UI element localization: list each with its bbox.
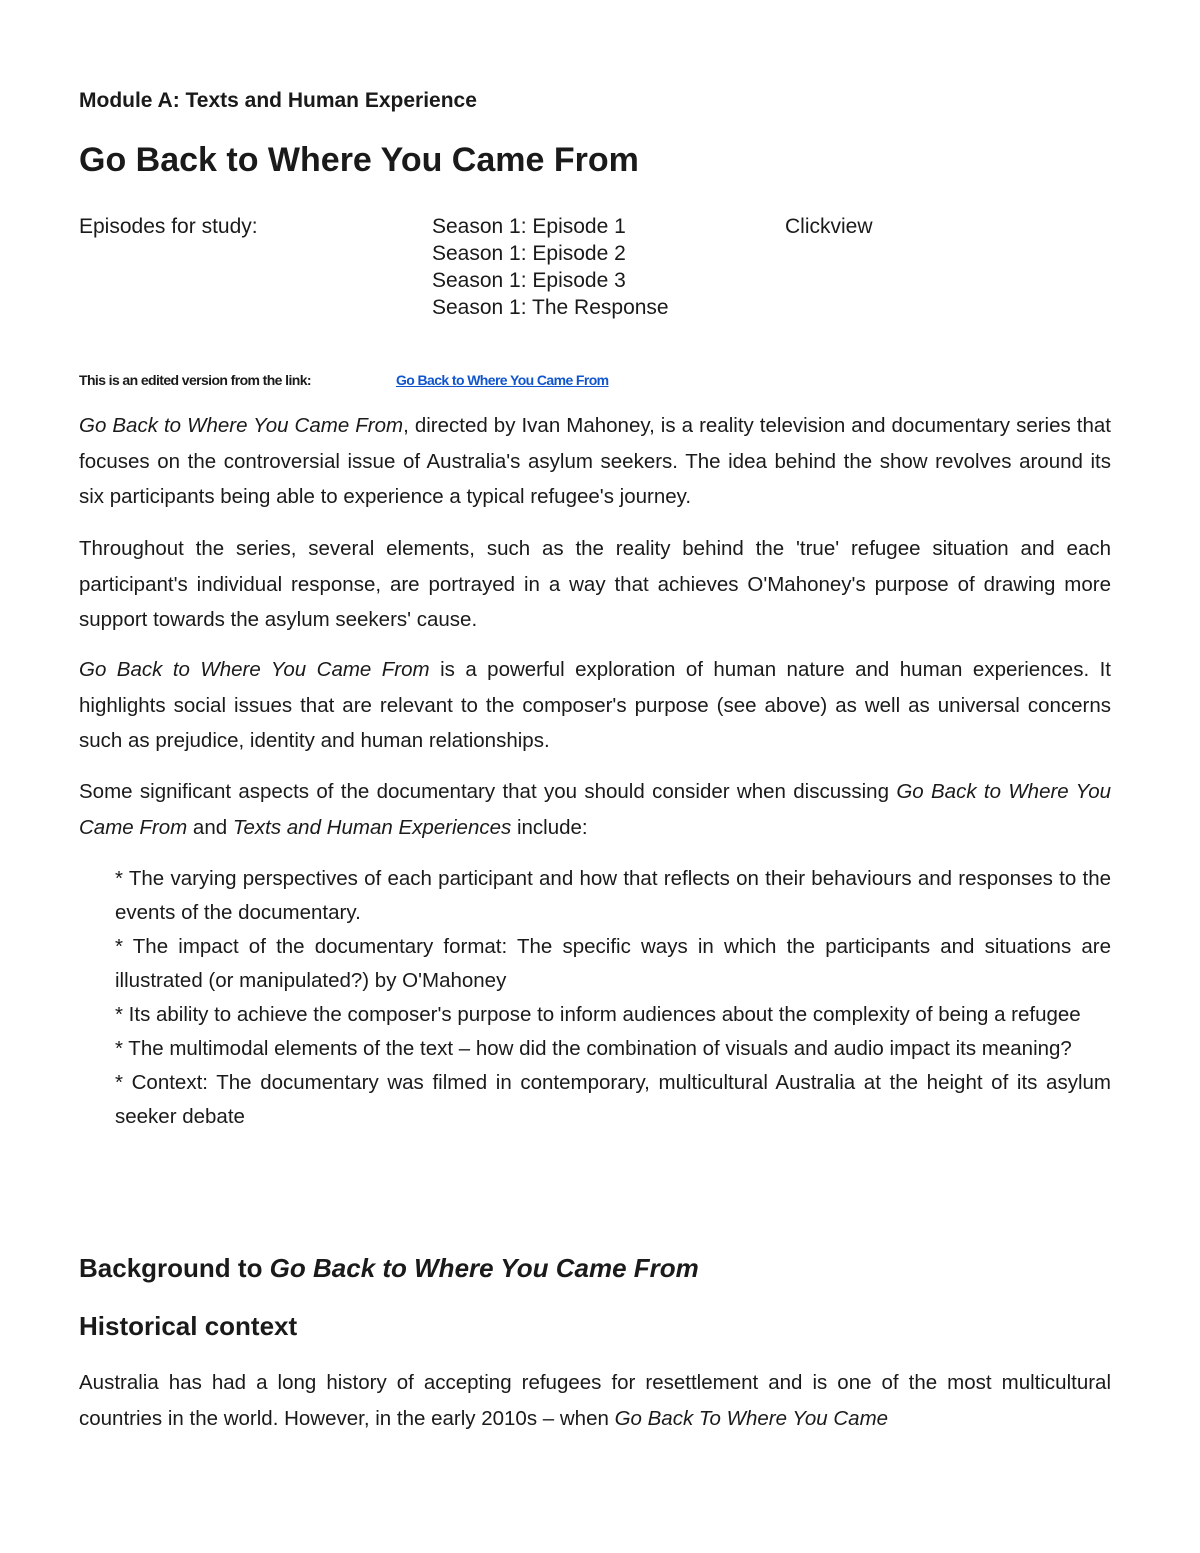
episodes-list xyxy=(432,213,669,321)
list-item: * The multimodal elements of the text – how did the combination of visuals and audio impact its meaning? xyxy=(115,1037,1072,1060)
module-title-italic: Texts and Human Experiences xyxy=(232,815,512,839)
episode-item: Season 1: Episode 2 xyxy=(432,242,626,265)
page-title: Go Back to Where You Came From xyxy=(79,141,639,179)
paragraph-text: is a powerful exploration of human nature and human experiences. It highlights social issues that are relevant to the composer's purpose (see above) as well as universal concerns such as prejudice, identity and human relationships. xyxy=(79,658,1111,752)
heading-italic: Go Back to Where You Came From xyxy=(269,1253,699,1283)
historical-context-heading: Historical context xyxy=(79,1311,298,1341)
heading-text: Background to xyxy=(79,1253,270,1283)
paragraph-text: and xyxy=(187,815,233,839)
paragraph-text: Australia has had a long history of accepting refugees for resettlement and is one of the most multicultural countries in the world. However, in the early 2010s – when xyxy=(79,1371,1111,1430)
episode-item: Season 1: The Response xyxy=(432,296,669,319)
background-heading xyxy=(79,1253,699,1284)
episodes-label: Episodes for study: xyxy=(79,215,258,238)
episodes-source: Clickview xyxy=(785,215,873,238)
list-item: * Context: The documentary was filmed in contemporary, multicultural Australia at the height of its asylum seeker debate xyxy=(115,1071,1111,1128)
list-item: * Its ability to achieve the composer's purpose to inform audiences about the complexity of being a refugee xyxy=(115,1003,1081,1026)
show-title-italic: Go Back to Where You Came From xyxy=(79,414,404,437)
paragraph-text: include: xyxy=(511,815,588,839)
paragraph-history xyxy=(79,1365,1111,1436)
paragraph-text: Throughout the series, several elements, such as the reality behind the 'true' refugee situation and each participant's individual response, are portrayed in a way that achieves O'Mahoney's purpose of drawing more support towards the asylum seekers' cause. xyxy=(79,537,1111,631)
paragraph-exploration xyxy=(79,652,1111,759)
paragraph-purpose xyxy=(79,531,1111,638)
list-item: * The varying perspectives of each participant and how that reflects on their behaviours and responses to the events of the documentary. xyxy=(115,867,1111,924)
paragraph-aspects xyxy=(79,774,1111,845)
show-title-italic: Go Back to Where You Came From xyxy=(79,658,430,681)
list-item: * The impact of the documentary format: The specific ways in which the participants and situations are illustrated (or manipulated?) by O'Mahoney xyxy=(115,935,1111,992)
show-title-italic: Go Back To Where You Came xyxy=(614,1406,889,1430)
edited-note-label: This is an edited version from the link: xyxy=(79,372,311,388)
module-heading: Module A: Texts and Human Experience xyxy=(79,89,477,112)
aspects-list xyxy=(115,862,1111,1134)
paragraph-intro xyxy=(79,408,1111,515)
episode-item: Season 1: Episode 1 xyxy=(432,215,626,238)
paragraph-text: Some significant aspects of the documentary that you should consider when discussing xyxy=(79,780,897,803)
paragraph-text: , directed by Ivan Mahoney, is a reality television and documentary series that focuses on the controversial issue of Australia's asylum seekers. The idea behind the show revolves around its six participants being able to experience a typical refugee's journey. xyxy=(79,414,1111,508)
edited-note xyxy=(79,372,609,388)
episode-item: Season 1: Episode 3 xyxy=(432,269,626,292)
source-link[interactable]: Go Back to Where You Came From xyxy=(396,372,609,388)
show-title-italic: Go Back to Where You Came From xyxy=(79,780,1112,839)
